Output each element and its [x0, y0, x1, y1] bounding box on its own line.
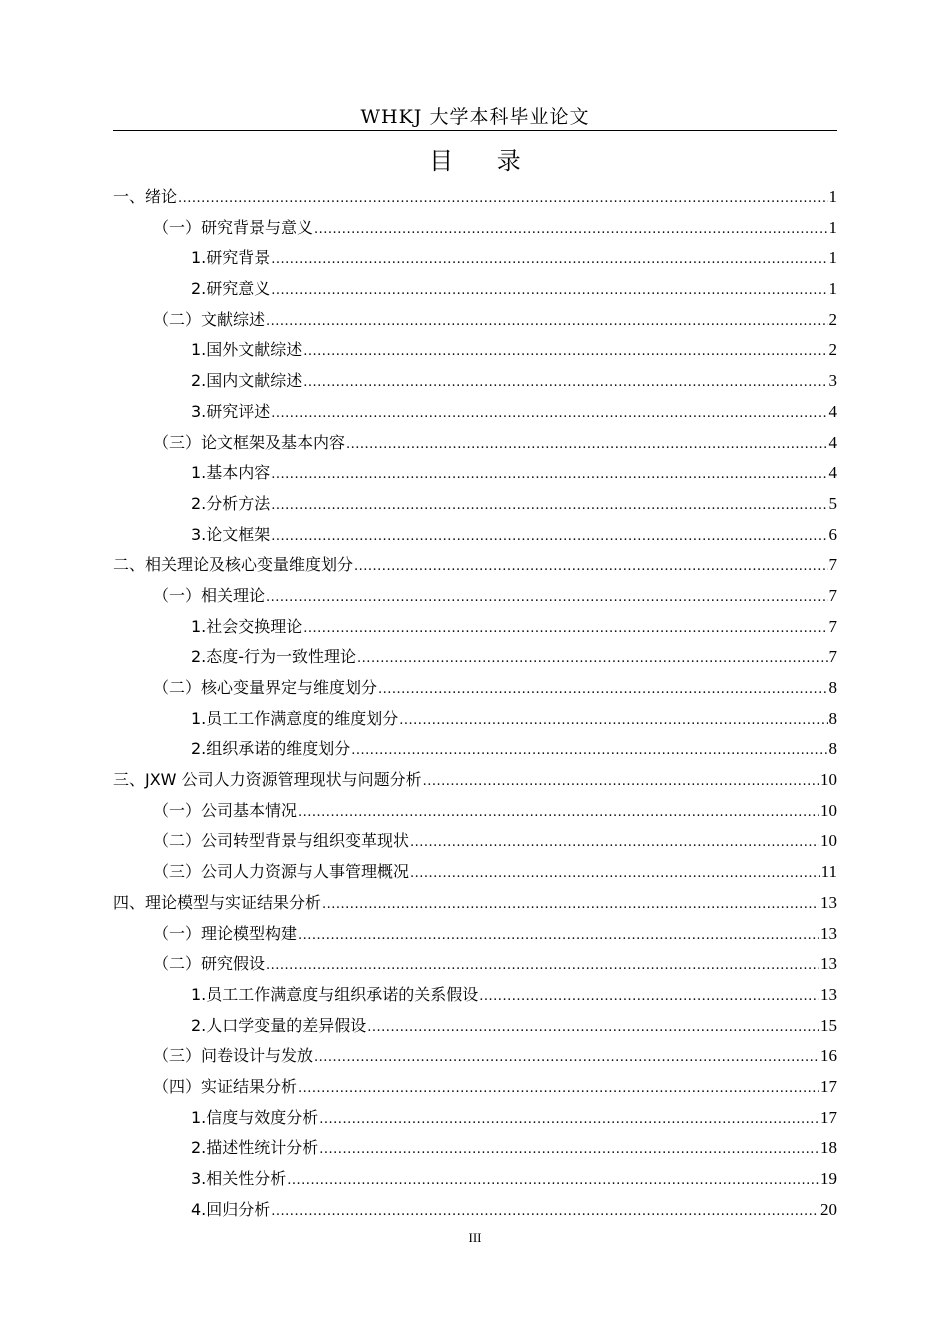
- toc-dot-leader: [351, 736, 827, 767]
- toc-entry-page: 13: [820, 954, 837, 974]
- toc-entry-page: 7: [828, 585, 837, 605]
- toc-entry-page: 6: [828, 524, 837, 544]
- header-divider: [113, 130, 837, 131]
- toc-entry-label: （一）相关理论: [153, 585, 266, 605]
- toc-dot-leader: [423, 767, 819, 798]
- toc-entry-label: 3.论文框架: [191, 524, 271, 544]
- toc-entry[interactable]: [113, 765, 837, 796]
- toc-entry-label: 三、JXW 公司人力资源管理现状与问题分析: [113, 770, 422, 790]
- toc-entry-page: 13: [820, 923, 837, 943]
- document-header: WHKJ 大学本科毕业论文: [360, 106, 590, 128]
- toc-entry[interactable]: [113, 274, 837, 305]
- toc-entry-label: 1.员工工作满意度的维度划分: [191, 708, 399, 728]
- toc-entry-page: 15: [820, 1015, 837, 1035]
- toc-entry-label: （二）研究假设: [153, 954, 266, 974]
- toc-entry-label: 1.员工工作满意度与组织承诺的关系假设: [191, 984, 479, 1004]
- toc-entry-label: （二）核心变量界定与维度划分: [153, 678, 378, 697]
- toc-entry-label: 3.相关性分析: [191, 1169, 287, 1188]
- toc-entry-page: 18: [820, 1138, 837, 1158]
- toc-entry-label: 2.研究意义: [191, 279, 271, 299]
- toc-entry[interactable]: [113, 213, 837, 244]
- toc-entry-label: （三）公司人力资源与人事管理概况: [153, 862, 410, 882]
- toc-entry-label: 3.研究评述: [191, 401, 271, 421]
- toc-dot-leader: [287, 1166, 819, 1197]
- toc-dot-leader: [346, 430, 827, 461]
- toc-dot-leader: [303, 368, 827, 399]
- toc-entry-page: 10: [820, 831, 837, 851]
- toc-dot-leader: [357, 644, 827, 675]
- toc-entry-label: （二）文献综述: [153, 309, 266, 329]
- toc-entry-label: 2.国内文献综述: [191, 371, 303, 391]
- toc-entry-page: 13: [820, 984, 837, 1004]
- toc-entry-label: （三）问卷设计与发放: [153, 1046, 314, 1066]
- toc-dot-leader: [266, 951, 819, 982]
- toc-entry[interactable]: [113, 1195, 837, 1226]
- toc-entry[interactable]: [113, 489, 837, 520]
- toc-dot-leader: [298, 921, 819, 952]
- toc-entry-page: 1: [828, 248, 837, 268]
- toc-entry[interactable]: [113, 673, 837, 704]
- toc-entry[interactable]: [113, 397, 837, 428]
- toc-entry-label: （三）论文框架及基本内容: [153, 432, 346, 452]
- toc-entry[interactable]: [113, 612, 837, 643]
- toc-entry[interactable]: [113, 458, 837, 489]
- toc-entry[interactable]: [113, 704, 837, 735]
- toc-entry[interactable]: [113, 550, 837, 581]
- table-of-contents: [113, 182, 837, 1225]
- toc-entry-page: 7: [828, 616, 837, 636]
- toc-entry-page: 3: [828, 371, 837, 391]
- toc-entry-page: 2: [828, 340, 837, 360]
- toc-entry-label: 1.研究背景: [191, 248, 271, 268]
- toc-entry[interactable]: [113, 335, 837, 366]
- toc-dot-leader: [410, 828, 819, 859]
- toc-entry[interactable]: [113, 796, 837, 827]
- toc-entry[interactable]: [113, 1133, 837, 1164]
- toc-entry-page: 5: [828, 493, 837, 513]
- toc-entry-label: 2.描述性统计分析: [191, 1138, 319, 1158]
- toc-entry[interactable]: [113, 520, 837, 551]
- toc-dot-leader: [367, 1013, 819, 1044]
- toc-entry-page: 2: [828, 309, 837, 329]
- toc-entry-page: 7: [828, 647, 837, 667]
- toc-dot-leader: [378, 675, 827, 706]
- toc-entry-label: （四）实证结果分析: [153, 1076, 298, 1096]
- toc-entry[interactable]: [113, 888, 837, 919]
- toc-entry-page: 4: [828, 463, 837, 483]
- toc-entry-page: 13: [820, 892, 837, 912]
- toc-entry-label: 四、理论模型与实证结果分析: [113, 892, 322, 912]
- toc-entry-page: 16: [820, 1046, 837, 1066]
- toc-entry-page: 17: [820, 1076, 837, 1096]
- toc-entry[interactable]: [113, 1103, 837, 1134]
- toc-dot-leader: [271, 1197, 819, 1228]
- toc-entry-label: 1.基本内容: [191, 463, 271, 483]
- toc-entry-label: （一）研究背景与意义: [153, 217, 314, 237]
- toc-entry-label: 4.回归分析: [191, 1199, 271, 1219]
- toc-dot-leader: [319, 1135, 819, 1166]
- toc-entry[interactable]: [113, 919, 837, 950]
- page-number: III: [468, 1230, 482, 1245]
- toc-entry-page: 4: [828, 401, 837, 421]
- toc-entry[interactable]: [113, 1164, 837, 1195]
- toc-entry-label: 2.组织承诺的维度划分: [191, 739, 351, 759]
- toc-entry-label: 2.态度-行为一致性理论: [191, 647, 357, 667]
- toc-entry[interactable]: [113, 857, 837, 888]
- toc-entry[interactable]: [113, 826, 837, 857]
- toc-dot-leader: [266, 307, 827, 338]
- toc-dot-leader: [303, 337, 827, 368]
- toc-entry-page: 1: [828, 217, 837, 237]
- toc-entry-label: 二、相关理论及核心变量维度划分: [113, 555, 354, 575]
- toc-dot-leader: [271, 522, 827, 553]
- toc-dot-leader: [410, 859, 820, 890]
- toc-entry[interactable]: [113, 581, 837, 612]
- toc-dot-leader: [319, 1105, 819, 1136]
- toc-dot-leader: [271, 245, 827, 276]
- toc-entry-label: 2.人口学变量的差异假设: [191, 1015, 367, 1035]
- toc-entry-page: 17: [820, 1107, 837, 1127]
- toc-title: 目 录: [429, 147, 539, 175]
- toc-entry[interactable]: [113, 428, 837, 459]
- toc-dot-leader: [314, 215, 827, 246]
- toc-entry-label: 1.国外文献综述: [191, 340, 303, 360]
- toc-entry-label: （二）公司转型背景与组织变革现状: [153, 831, 410, 851]
- toc-entry[interactable]: [113, 642, 837, 673]
- toc-entry[interactable]: [113, 1072, 837, 1103]
- toc-entry-page: 1: [828, 187, 837, 206]
- toc-dot-leader: [399, 706, 827, 737]
- toc-dot-leader: [266, 583, 827, 614]
- toc-entry-page: 20: [820, 1199, 837, 1219]
- toc-entry-page: 19: [820, 1169, 837, 1188]
- toc-entry[interactable]: [113, 243, 837, 274]
- toc-entry-page: 7: [828, 555, 837, 575]
- toc-entry-label: 2.分析方法: [191, 493, 271, 513]
- toc-entry[interactable]: [113, 1041, 837, 1072]
- toc-entry[interactable]: [113, 734, 837, 765]
- toc-dot-leader: [178, 184, 827, 215]
- toc-dot-leader: [314, 1043, 819, 1074]
- toc-entry-label: 1.社会交换理论: [191, 616, 303, 636]
- toc-entry-page: 8: [828, 708, 837, 728]
- toc-entry-label: 一、绪论: [113, 187, 178, 206]
- toc-dot-leader: [354, 552, 827, 583]
- toc-dot-leader: [298, 1074, 819, 1105]
- toc-dot-leader: [322, 890, 819, 921]
- toc-entry-page: 1: [828, 279, 837, 299]
- toc-entry[interactable]: [113, 182, 837, 213]
- toc-entry-page: 4: [828, 432, 837, 452]
- toc-entry[interactable]: [113, 949, 837, 980]
- toc-entry[interactable]: [113, 366, 837, 397]
- toc-entry-label: （一）理论模型构建: [153, 923, 298, 943]
- toc-dot-leader: [271, 460, 827, 491]
- toc-dot-leader: [479, 982, 819, 1013]
- toc-entry-label: （一）公司基本情况: [153, 800, 298, 820]
- toc-entry-page: 10: [820, 770, 837, 790]
- toc-entry-page: 11: [820, 862, 837, 882]
- toc-entry-page: 8: [828, 739, 837, 759]
- toc-entry-label: 1.信度与效度分析: [191, 1107, 319, 1127]
- toc-dot-leader: [271, 276, 827, 307]
- toc-entry-page: 8: [828, 678, 837, 697]
- toc-dot-leader: [271, 491, 827, 522]
- toc-dot-leader: [271, 399, 827, 430]
- toc-dot-leader: [298, 798, 819, 829]
- toc-entry[interactable]: [113, 1011, 837, 1042]
- toc-entry[interactable]: [113, 305, 837, 336]
- toc-entry-page: 10: [820, 800, 837, 820]
- toc-dot-leader: [303, 614, 827, 645]
- toc-entry[interactable]: [113, 980, 837, 1011]
